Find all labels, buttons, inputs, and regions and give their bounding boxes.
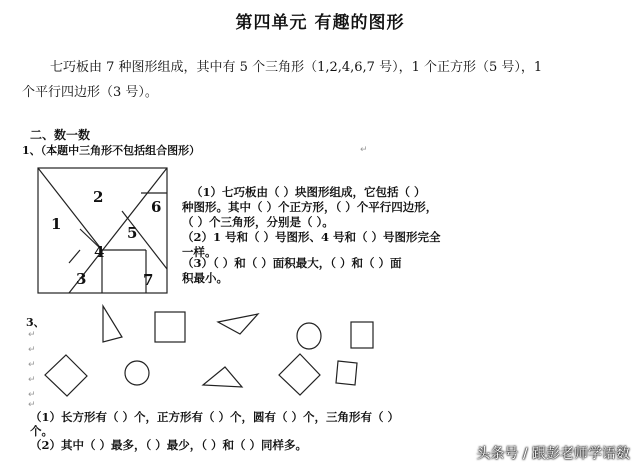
section-heading: 二、数一数 [30,128,91,142]
square-shape [336,361,357,385]
paragraph-mark-icon: ↵ [28,360,36,370]
square-shape [155,312,185,342]
intro-line-2: 个平行四边形（3 号）。 [22,85,158,100]
triangle-shape [203,367,242,387]
question-3-line: 个。 [30,424,53,438]
question-3-label: 3、 [26,316,45,329]
question-3-shapes [45,306,373,396]
question-1-line: （3）（ ）和（ ）面积最大，（ ）和（ ）面 [182,256,402,270]
circle-shape [125,361,149,385]
paragraph-mark-icon: ↵ [28,390,36,400]
page-title: 第四单元 有趣的图形 [235,13,405,33]
rectangle-shape [351,322,373,348]
rhombus-shape [45,355,87,396]
paragraph-mark-icon: ↵ [28,400,36,410]
question-1-label: 1、（本题中三角形不包括组合图形） [22,144,201,157]
paragraph-mark-icon: ↵ [360,145,368,155]
question-3-line: （2）其中（ ）最多，（ ）最少，（ ）和（ ）同样多。 [30,438,308,452]
circle-shape [297,323,321,349]
tangram-number-4: 4 [94,243,105,261]
tangram-number-1: 1 [51,215,62,233]
paragraph-mark-icon: ↵ [28,330,36,340]
square-rotated-shape [279,354,320,395]
question-1-line: （2）1 号和（ ）号图形、4 号和（ ）号图形完全 [182,230,441,244]
watermark: 头条号 / 跟彭老师学语数 [476,446,630,462]
tangram-number-6: 6 [151,198,162,216]
tangram-number-3: 3 [76,270,87,288]
question-1-line: （1）七巧板由（ ）块图形组成，它包括（ ） [191,185,426,199]
triangle-shape [218,314,258,334]
question-1-line: 积最小。 [182,271,228,285]
question-1-line: 种图形。其中（ ）个正方形，（ ）个平行四边形， [182,200,438,214]
question-1-line: 一样。 [182,245,217,259]
question-3-line: （1）长方形有（ ）个，正方形有（ ）个，圆有（ ）个，三角形有（ ） [30,410,400,424]
tangram-line [69,250,80,263]
tangram-number-2: 2 [93,188,104,206]
paragraph-mark-icon: ↵ [28,375,36,385]
tangram-line [38,168,102,250]
paragraph-mark-icon: ↵ [28,345,36,355]
tangram-number-5: 5 [127,224,138,242]
intro-line-1: 七巧板由 7 种图形组成，其中有 5 个三角形（1,2,4,6,7 号），1 个正方形（5 号），1 [50,60,543,75]
question-1-line: （ ）个三角形，分别是（ ）。 [182,215,334,229]
tangram-number-7: 7 [143,271,154,289]
right-triangle-shape [103,306,122,342]
